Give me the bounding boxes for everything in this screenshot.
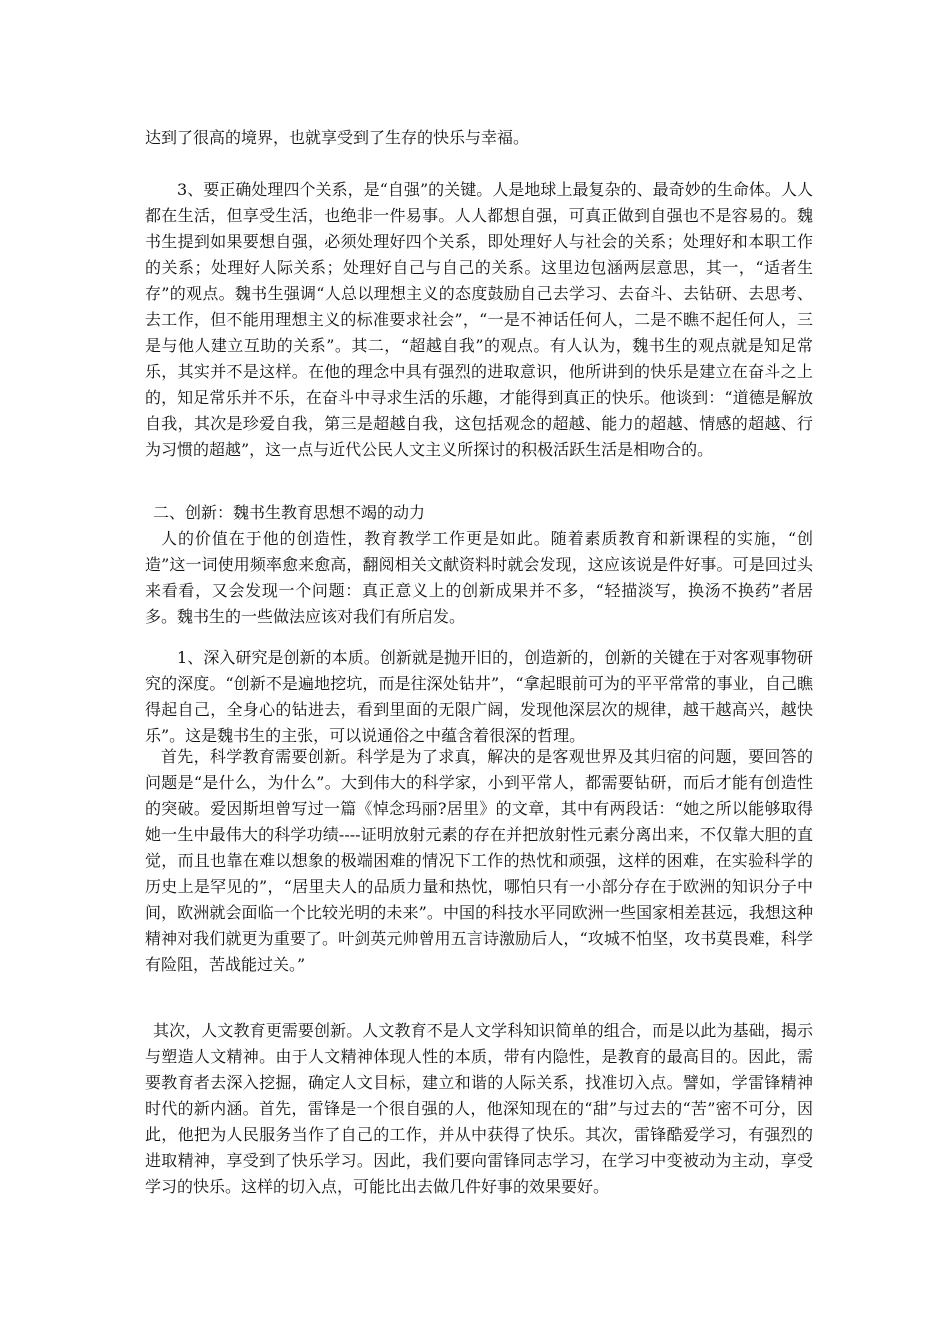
section-heading-innovation: 二、创新：魏书生教育思想不竭的动力 — [153, 503, 426, 522]
paragraph-innovation-intro: 人的价值在于他的创造性，教育教学工作更是如此。随着素质教育和新课程的实施，“创造”这一词使用频率愈来愈高，翻阅相关文献资料时就会发现，这应该说是件好事。可是回过头来看看，又会发现一个问题：真正意义上的创新成果并不多，“轻描淡写，换汤不换药”者居多。魏书生的一些做法应该对我们有所启发。 — [145, 529, 813, 626]
paragraph-humanities-education: 其次，人文教育更需要创新。人文教育不是人文学科知识简单的组合，而是以此为基础，揭示与塑造人文精神。由于人文精神体现人性的本质，带有内隐性，是教育的最高目的。因此，需要教育者去深入挖掘，确定人文目标，建立和谐的人际关系，找准切入点。譬如，学雷锋精神时代的新内涵。首先，雷锋是一个很自强的人，他深知现在的“甜”与过去的“苦”密不可分，因此，他把为人民服务当作了自己的工作，并从中获得了快乐。其次，雷锋酷爱学习，有强烈的进取精神，享受到了快乐学习。因此，我们要向雷锋同志学习，在学习中变被动为主动，享受学习的快乐。这样的切入点，可能比出去做几件好事的效果要好。 — [145, 1021, 813, 1196]
paragraph-science-education: 首先，科学教育需要创新。科学是为了求真，解决的是客观世界及其归宿的问题，要回答的问题是“是什么，为什么”。大到伟大的科学家，小到平常人，都需要钻研，而后才能有创造性的突破。爱因斯坦曾写过一篇《悼念玛丽?居里》的文章，其中有两段话：“她之所以能够取得她一生中最伟大的科学功绩----证明放射元素的存在并把放射性元素分离出来，不仅靠大胆的直觉，而且也靠在难以想象的极端困难的情况下工作的热忱和顽强，这样的困难，在实验科学的历史上是罕见的”，“居里夫人的品质力量和热忱，哪怕只有一小部分存在于欧洲的知识分子中间，欧洲就会面临一个比较光明的未来”。中国的科技水平同欧洲一些国家相差甚远，我想这种精神对我们就更为重要了。叶剑英元帅曾用五言诗激励后人，“攻城不怕坚，攻书莫畏难，科学有险阻，苦战能过关。” — [145, 747, 813, 974]
paragraph-four-relations: 3、要正确处理四个关系，是“自强”的关键。人是地球上最复杂的、最奇妙的生命体。人人都在生活，但享受生活，也绝非一件易事。人人都想自强，可真正做到自强也不是容易的。魏书生提到如果要想自强，必须处理好四个关系，即处理好人与社会的关系；处理好和本职工作的关系；处理好人际关系；处理好自己与自己的关系。这里边包涵两层意思，其一，“适者生存”的观点。魏书生强调“人总以理想主义的态度鼓励自己去学习、去奋斗、去钻研、去思考、去工作，但不能用理想主义的标准要求社会”，“一是不神话任何人，二是不瞧不起任何人，三是与他人建立互助的关系”。其二，“超越自我”的观点。有人认为，魏书生的观点就是知足常乐，其实并不是这样。在他的理念中具有强烈的进取意识，他所讲到的快乐是建立在奋斗之上的，知足常乐并不乐，在奋斗中寻求生活的乐趣，才能得到真正的快乐。他谈到：“道德是解放自我，其次是珍爱自我，第三是超越自我，这包括观念的超越、能力的超越、情感的超越、行为习惯的超越”，这一点与近代公民人文主义所探讨的积极活跃生活是相吻合的。 — [145, 180, 813, 459]
paragraph-closing-line: 达到了很高的境界，也就享受到了生存的快乐与幸福。 — [145, 128, 530, 147]
paragraph-deep-research: 1、深入研究是创新的本质。创新就是抛开旧的，创造新的，创新的关键在于对客观事物研究的深度。“创新不是遍地挖坑，而是往深处钻井”，“拿起眼前可为的平平常常的事业，自己瞧得起自己，全身心的钻进去，看到里面的无限广阔，发现他深层次的规律，越干越高兴，越快乐”。这是魏书生的主张，可以说通俗之中蕴含着很深的哲理。 — [145, 648, 813, 745]
